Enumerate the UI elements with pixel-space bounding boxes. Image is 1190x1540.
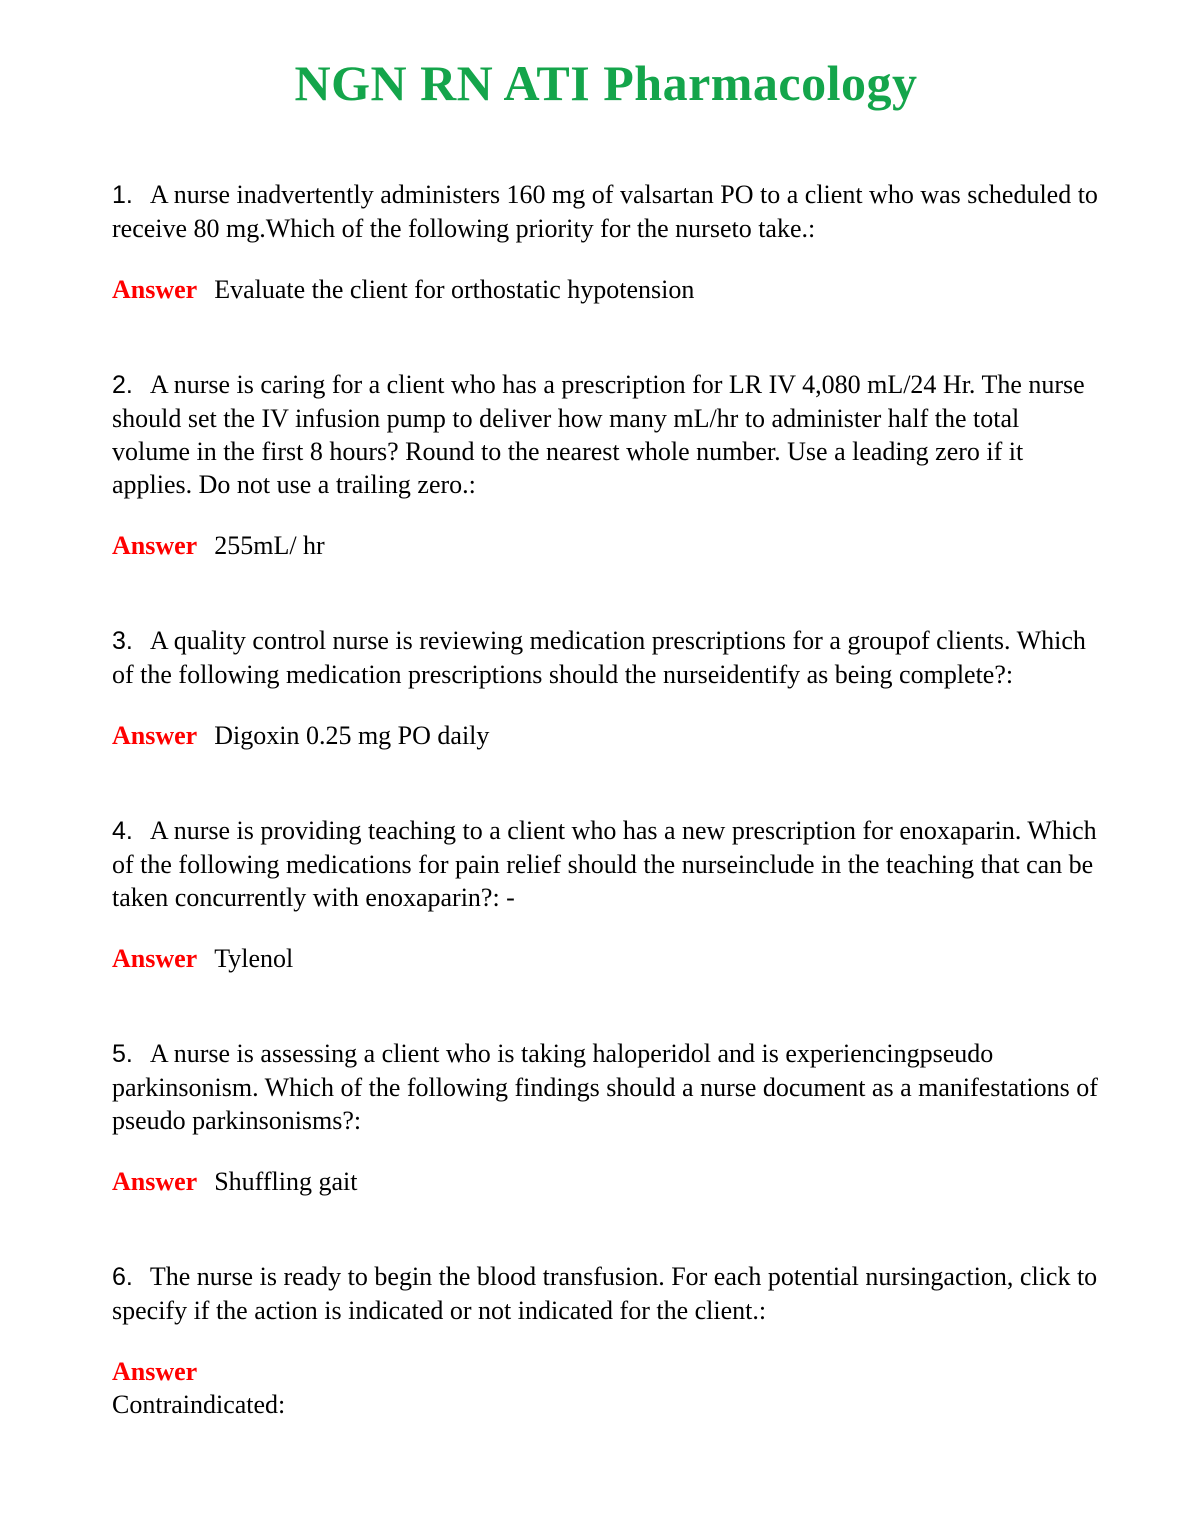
question-5 [112,1037,1100,1137]
answer-row-4 [112,942,1100,975]
question-4 [112,814,1100,914]
answer-label: Answer [112,275,198,304]
answer-row-6 [112,1355,1100,1422]
question-text: A nurse is caring for a client who has a prescription for LR IV 4,080 mL/24 Hr. The nurse should set the IV infusion pump to deliver how many mL/hr to administer half the total volume in the first 8 hours? Round to the nearest whole number. Use a leading zero if it applies. Do not use a trailing zero.: [112,370,1085,499]
question-number: 3. [112,627,133,655]
question-6 [112,1260,1100,1327]
answer-label: Answer [112,531,198,560]
question-number: 1. [112,181,133,209]
question-text: A nurse is assessing a client who is taking haloperidol and is experiencingpseudo parkinsonism. Which of the following findings should a nurse document as a manifestations of pseudo parkinsonisms?: [112,1039,1098,1135]
answer-label: Answer [112,1167,198,1196]
question-text: A nurse is providing teaching to a client who has a new prescription for enoxaparin. Which of the following medications for pain relief should the nurseinclude in the teaching that can be taken concurrently with enoxaparin?: - [112,816,1097,912]
answer-followup: Contraindicated: [112,1390,286,1419]
question-number: 4. [112,817,133,845]
answer-label-line [112,1355,1100,1388]
qa-block-3 [112,624,1100,752]
qa-block-1 [112,178,1100,306]
question-number: 2. [112,371,133,399]
question-text: A quality control nurse is reviewing medication prescriptions for a groupof clients. Which of the following medication prescriptions should the nurseidentify as being complete?: [112,626,1086,689]
answer-text: Digoxin 0.25 mg PO daily [214,721,490,750]
qa-block-4 [112,814,1100,975]
answer-text: 255mL/ hr [214,531,325,560]
question-2 [112,368,1100,501]
answer-row-1 [112,273,1100,306]
question-number: 5. [112,1040,133,1068]
answer-row-5 [112,1165,1100,1198]
answer-label: Answer [112,1357,198,1386]
question-number: 6. [112,1263,133,1291]
answer-row-3 [112,719,1100,752]
qa-block-2 [112,368,1100,562]
qa-block-6 [112,1260,1100,1422]
question-text: The nurse is ready to begin the blood transfusion. For each potential nursingaction, click to specify if the action is indicated or not indicated for the client.: [112,1262,1098,1325]
answer-text: Shuffling gait [214,1167,358,1196]
question-text: A nurse inadvertently administers 160 mg of valsartan PO to a client who was scheduled to receive 80 mg.Which of the following priority for the nurseto take.: [112,180,1098,243]
question-1 [112,178,1100,245]
answer-text: Evaluate the client for orthostatic hypotension [214,275,695,304]
document-title: NGN RN ATI Pharmacology [294,55,918,111]
answer-label: Answer [112,944,198,973]
answer-text: Tylenol [214,944,294,973]
answer-label: Answer [112,721,198,750]
answer-row-2 [112,529,1100,562]
qa-block-5 [112,1037,1100,1198]
question-3 [112,624,1100,691]
